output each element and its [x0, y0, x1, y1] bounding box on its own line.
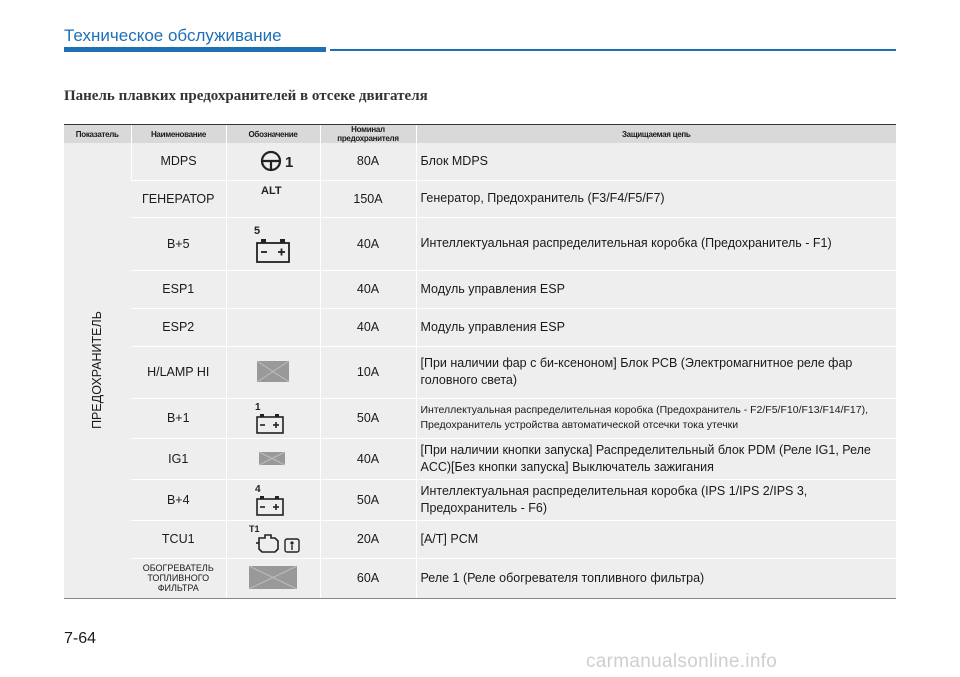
fuse-symbol: [226, 398, 320, 438]
fuse-name: ESP1: [131, 270, 226, 308]
table-row: [64, 558, 896, 598]
crossed-box-icon: [229, 564, 317, 592]
fuse-name: TCU1: [131, 520, 226, 558]
table-row: [64, 180, 896, 217]
fuse-rating: 50A: [320, 479, 416, 520]
fuse-circuit: Генератор, Предохранитель (F3/F4/F5/F7): [416, 180, 896, 217]
fuse-name: B+4: [131, 479, 226, 520]
mdps-icon-number: 1: [284, 154, 293, 172]
watermark: carmanualsonline.info: [586, 651, 778, 672]
indicator-label: ПРЕДОХРАНИТЕЛЬ: [90, 311, 105, 430]
battery-icon: [229, 221, 317, 267]
fuse-symbol: [226, 143, 320, 180]
alt-label: ALT: [260, 184, 282, 197]
page-heading: Панель плавких предохранителей в отсеке двигателя: [64, 88, 428, 104]
column-header-symbol: Обозначение: [226, 125, 320, 144]
fuse-rating: 60A: [320, 558, 416, 598]
engine-transmission-icon: [229, 522, 317, 556]
fuse-name: H/LAMP HI: [131, 346, 226, 398]
fuse-symbol: [226, 346, 320, 398]
header-rule: [330, 49, 896, 51]
fuse-circuit: Интеллектуальная распределительная коробка (IPS 1/IPS 2/IPS 3, Предохранитель - F6): [416, 479, 896, 520]
table-header-row: [64, 125, 896, 144]
fuse-rating: 20A: [320, 520, 416, 558]
battery-icon: [229, 400, 317, 436]
fuse-name: ОБОГРЕВАТЕЛЬ ТОПЛИВНОГО ФИЛЬТРА: [131, 558, 226, 598]
column-header-rating: Номинал предохранителя: [320, 125, 416, 144]
fuse-circuit: [При наличии кнопки запуска] Распределительный блок PDM (Реле IG1, Реле ACC)[Без кнопки запуска] Выключатель зажигания: [416, 438, 896, 479]
table-row: [64, 398, 896, 438]
fuse-name: IG1: [131, 438, 226, 479]
fuse-symbol: [226, 438, 320, 479]
alt-text-icon: [229, 184, 317, 214]
fuse-circuit: Блок MDPS: [416, 143, 896, 180]
fuse-rating: 40A: [320, 308, 416, 346]
fuse-name: ГЕНЕРАТОР: [131, 180, 226, 217]
fuse-circuit: [A/T] PCM: [416, 520, 896, 558]
fuse-symbol: [226, 180, 320, 217]
indicator-cell: [64, 143, 131, 598]
fuse-circuit: Интеллектуальная распределительная коробка (Предохранитель - F1): [416, 217, 896, 270]
battery-icon-number: 4: [254, 483, 261, 495]
fuse-circuit: Модуль управления ESP: [416, 308, 896, 346]
battery-icon: [229, 482, 317, 518]
fuse-name: ESP2: [131, 308, 226, 346]
fuse-symbol: [226, 558, 320, 598]
fuse-circuit: [При наличии фар с би-ксеноном] Блок PCB (Электромагнитное реле фар головного света): [416, 346, 896, 398]
fuse-symbol: [226, 217, 320, 270]
table-row: [64, 479, 896, 520]
crossed-box-icon: [229, 450, 317, 468]
section-title: Техническое обслуживание: [64, 26, 282, 45]
table-row: [64, 217, 896, 270]
column-header-indicator: Показатель: [64, 125, 131, 144]
fuse-symbol: [226, 479, 320, 520]
table-row: [64, 346, 896, 398]
battery-icon-number: 1: [254, 402, 261, 413]
fuse-circuit: Интеллектуальная распределительная коробка (Предохранитель - F2/F5/F10/F13/F14/F17), Предохранитель устройства автоматической отсечки тока утечки: [416, 398, 896, 438]
fuse-rating: 40A: [320, 217, 416, 270]
fuse-rating: 50A: [320, 398, 416, 438]
table-row: [64, 143, 896, 180]
mdps-icon: [229, 146, 317, 176]
fuse-symbol: [226, 308, 320, 346]
table-row: [64, 520, 896, 558]
fuse-name: B+1: [131, 398, 226, 438]
header-rule-accent: [64, 47, 326, 52]
battery-icon-number: 5: [253, 224, 260, 237]
fuse-rating: 80A: [320, 143, 416, 180]
tcu-icon-label: T1: [248, 524, 260, 534]
table-row: [64, 438, 896, 479]
column-header-circuit: Защищаемая цепь: [416, 125, 896, 144]
fuse-name: MDPS: [131, 143, 226, 180]
fuse-rating: 40A: [320, 270, 416, 308]
fuse-table: [64, 124, 896, 599]
fuse-rating: 10A: [320, 346, 416, 398]
crossed-box-icon: [229, 359, 317, 385]
table-row: [64, 308, 896, 346]
fuse-symbol: [226, 270, 320, 308]
fuse-rating: 40A: [320, 438, 416, 479]
fuse-symbol: [226, 520, 320, 558]
fuse-circuit: Реле 1 (Реле обогревателя топливного фильтра): [416, 558, 896, 598]
page-number: 7-64: [64, 630, 97, 647]
column-header-name: Наименование: [131, 125, 226, 144]
fuse-rating: 150A: [320, 180, 416, 217]
table-row: [64, 270, 896, 308]
fuse-circuit: Модуль управления ESP: [416, 270, 896, 308]
fuse-name: B+5: [131, 217, 226, 270]
